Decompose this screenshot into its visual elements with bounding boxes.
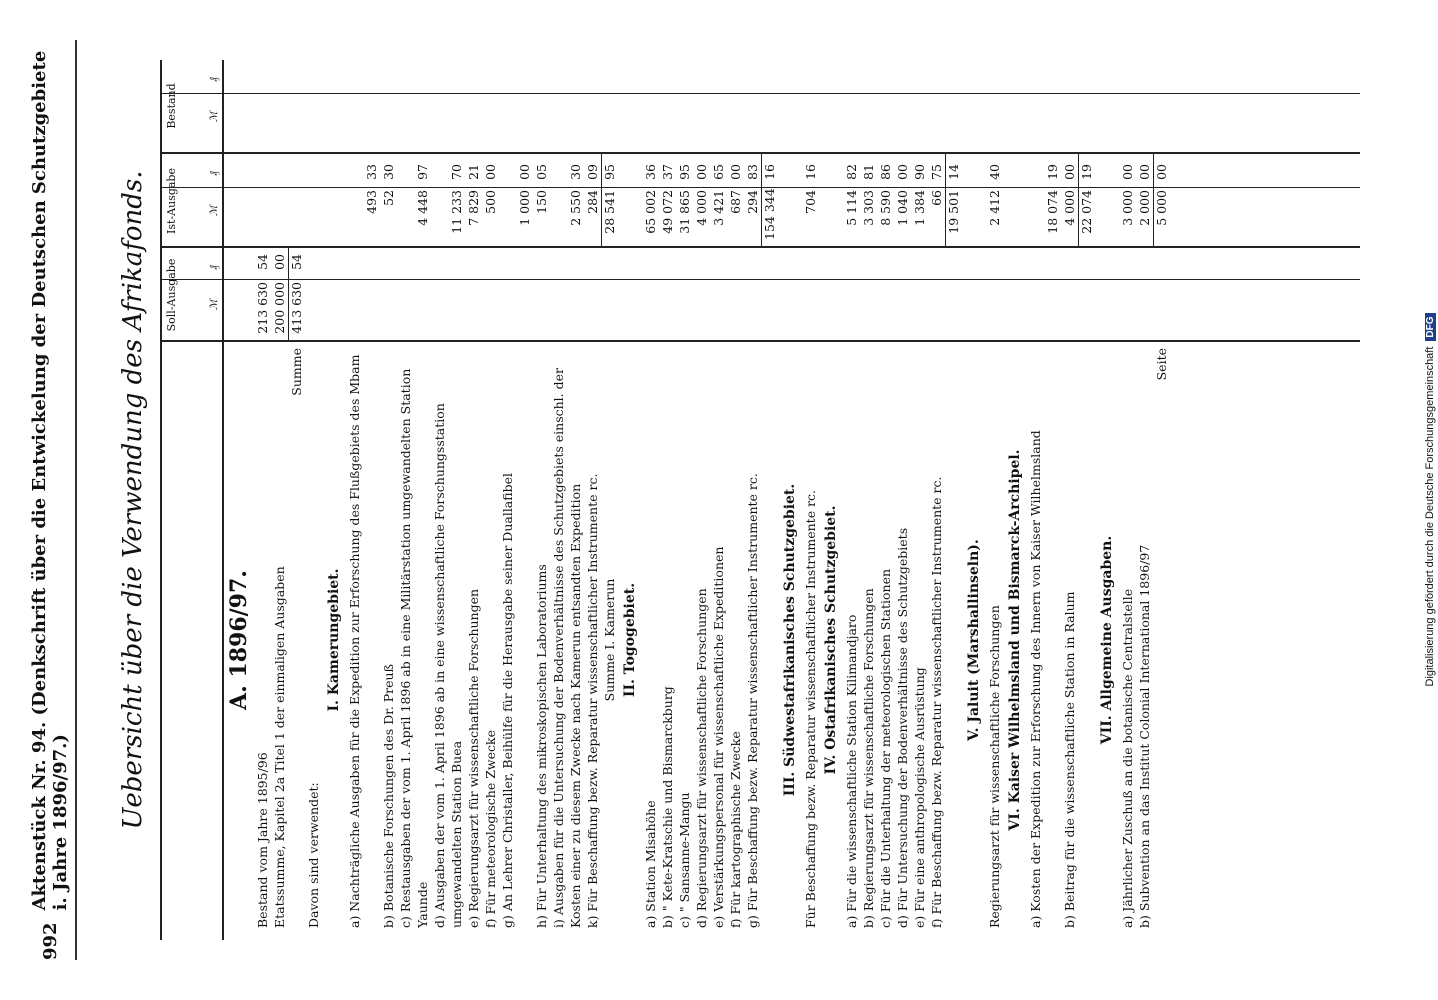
ist-mark-value: 5 114	[844, 190, 859, 226]
table-row	[642, 60, 659, 940]
ist-mark-value: 1 000	[517, 190, 532, 226]
table-row	[877, 60, 894, 940]
ist-mark-value: 150	[534, 190, 549, 214]
ist-mark-value: 500	[483, 190, 498, 214]
ist-mark-value: 687	[728, 190, 743, 214]
table-row	[761, 60, 778, 940]
ist-mark-value: 49 072	[660, 190, 675, 234]
table-row	[533, 60, 550, 940]
table-row	[1119, 60, 1136, 940]
bestand-header-label: Bestand	[165, 83, 178, 129]
header-rule	[75, 40, 77, 960]
row-description: Bestand vom Jahre 1895/96	[255, 752, 270, 928]
row-description: c) Restausgaben der vom 1. April 1896 ab in eine Militärstation umgewandelten Station Yaunde	[398, 368, 430, 928]
table-row	[1003, 60, 1027, 940]
page-number: 992	[39, 922, 61, 960]
ist-mark-value: 5 000	[1154, 190, 1169, 226]
row-description: f) Für Beschaffung bezw. Reparatur wissenschaftlicher Instrumente rc.	[929, 476, 944, 928]
table-row	[550, 60, 584, 940]
table-row	[1061, 60, 1078, 940]
ist-mark-value: 493	[364, 190, 379, 214]
ist-mark-value: 2 000	[1137, 190, 1152, 226]
row-description: Regierungsarzt für wissenschaftliche Forschungen	[987, 605, 1002, 928]
table-row	[962, 60, 986, 940]
row-description: e) Regierungsarzt für wissenschaftliche Forschungen	[466, 588, 481, 928]
row-description: e) Verstärkungspersonal für wissenschaftliche Expeditionen	[711, 546, 726, 928]
ist-mark-value: 2 550	[568, 190, 583, 226]
table-row	[1095, 60, 1119, 940]
ist-pf-value: 00	[1137, 164, 1152, 180]
bestand-pf-unit: ₰	[209, 77, 220, 82]
soll-header-label: Soll-Ausgabe	[165, 258, 178, 332]
table-row	[380, 60, 397, 940]
subsection-heading: II. Togogebiet.	[622, 582, 638, 698]
row-description: k) Für Beschaffung bezw. Reparatur wissenschaftlicher Instrumente rc.	[585, 473, 600, 928]
table-row	[465, 60, 482, 940]
row-description: g) Für Beschaffung bezw. Reparatur wissenschaftlicher Instrumente rc.	[745, 473, 760, 928]
row-description: Etatssumme, Kapitel 2a Titel 1 der einmaligen Ausgaben	[272, 566, 287, 928]
ist-mark-value: 3 000	[1120, 190, 1135, 226]
bestand-mark-unit: ℳ	[209, 111, 220, 122]
ist-pf-value: 00	[728, 164, 743, 180]
ist-mark-value: 1 384	[912, 190, 927, 226]
page-title: Uebersicht über die Verwendung des Afrikafonds.	[118, 170, 148, 830]
sum-rule	[601, 154, 602, 248]
soll-column-header	[162, 250, 222, 340]
table-row	[819, 60, 843, 940]
ist-pf-value: 00	[1120, 164, 1135, 180]
table-row	[986, 60, 1003, 940]
sum-label: Summe	[289, 348, 304, 396]
sum-rule	[1153, 154, 1154, 248]
ist-pf-value: 05	[534, 164, 549, 180]
table-row	[676, 60, 693, 940]
ist-mark-value: 19 501	[946, 190, 961, 234]
table-row	[744, 60, 761, 940]
ist-mark-value: 4 448	[415, 190, 430, 226]
row-description: f) Für kartographische Zwecke	[728, 731, 743, 928]
table-row	[860, 60, 877, 940]
row-description: b) " Kete-Kratschie und Bismarckburg	[660, 686, 675, 928]
ist-mark-value: 52	[381, 190, 396, 206]
ist-pf-value: 95	[677, 164, 692, 180]
ist-pf-value: 37	[660, 164, 675, 180]
sum-rule	[761, 154, 762, 248]
ist-mark-value: 2 412	[987, 190, 1002, 226]
ist-mark-value: 4 000	[694, 190, 709, 226]
table-row	[288, 60, 305, 940]
ist-pf-value: 90	[912, 164, 927, 180]
ist-pf-value: 95	[602, 164, 617, 180]
subsection-heading: III. Südwestafrikanisches Schutzgebiet.	[782, 483, 798, 797]
row-description: d) Für Untersuchung der Bodenverhältnisse des Schutzgebiets	[895, 527, 910, 928]
row-description: d) Regierungsarzt für wissenschaftliche Forschungen	[694, 588, 709, 928]
soll-pf-unit: ₰	[209, 265, 220, 270]
subsection-heading: I. Kamerungebiet.	[326, 568, 342, 712]
ist-pf-value: 16	[762, 164, 777, 180]
table-row	[802, 60, 819, 940]
table-row	[693, 60, 710, 940]
ist-pf-value: 00	[517, 164, 532, 180]
table-row	[584, 60, 601, 940]
ist-mark-value: 11 233	[449, 190, 464, 234]
ist-pf-value: 00	[1062, 164, 1077, 180]
table-row	[224, 60, 254, 940]
row-description: e) Für eine anthropologische Ausrüstung	[912, 667, 927, 928]
table-row	[271, 60, 288, 940]
ist-pf-value: 09	[585, 164, 600, 180]
row-description: d) Ausgaben der vom 1. April 1896 ab in eine wissenschaftliche Forschungsstation umgewandelten Station Buea	[432, 403, 464, 928]
row-description: b) Subvention an das Institut Colonial International 1896/97	[1137, 544, 1152, 928]
row-description: a) Für die wissenschaftliche Station Kilimandjaro	[844, 614, 859, 928]
table-row	[499, 60, 533, 940]
ist-mark-value: 22 074	[1079, 190, 1094, 234]
row-description: a) Kosten der Expedition zur Erforschung des Innern von Kaiser Wilhelmsland	[1028, 430, 1043, 928]
ist-mark-value: 4 000	[1062, 190, 1077, 226]
sum-rule	[945, 154, 946, 248]
ist-mark-value: 154 344	[762, 188, 777, 240]
table-row	[778, 60, 802, 940]
digitization-credit-text: Digitalisierung gefördert durch die Deutsche Forschungsgemeinschaft	[1424, 346, 1436, 687]
ist-header-label: Ist-Ausgabe	[165, 168, 178, 234]
ist-pf-value: 75	[929, 164, 944, 180]
sum-label: Seite	[1154, 348, 1169, 381]
row-description: f) Für meteorologische Zwecke	[483, 730, 498, 928]
row-description: a) Nachträgliche Ausgaben für die Expedition zur Erforschung des Flußgebiets des Mbam	[347, 354, 362, 928]
ist-mark-value: 31 865	[677, 190, 692, 234]
ist-mark-value: 28 541	[602, 190, 617, 234]
ist-mark-value: 3 303	[861, 190, 876, 226]
ist-column-header	[162, 156, 222, 246]
ist-mark-value: 8 590	[878, 190, 893, 226]
ist-mark-value: 294	[745, 190, 760, 214]
table-row	[1027, 60, 1061, 940]
row-description: Für Beschaffung bezw. Reparatur wissenschaftlicher Instrumente rc.	[803, 489, 818, 928]
soll-mark-unit: ℳ	[209, 299, 220, 310]
row-description: Davon sind verwendet:	[306, 782, 321, 928]
ist-pf-value: 21	[466, 164, 481, 180]
ist-pf-value: 97	[415, 164, 430, 180]
expense-table	[160, 60, 1360, 940]
ist-pf-value: 19	[1079, 164, 1094, 180]
table-row	[894, 60, 911, 940]
ist-pf-value: 19	[1045, 164, 1060, 180]
ist-mark-value: 284	[585, 190, 600, 214]
section-heading: A. 1896/97.	[226, 570, 252, 710]
ist-mark-value: 18 074	[1045, 190, 1060, 234]
row-description: g) An Lehrer Christaller, Beihülfe für die Herausgabe seiner Duallafibel	[500, 473, 515, 928]
subsection-heading: VI. Kaiser Wilhelmsland und Bismarck-Archipel.	[1007, 449, 1023, 831]
table-row	[945, 60, 962, 940]
ist-pf-value: 14	[946, 164, 961, 180]
ist-mark-value: 1 040	[895, 190, 910, 226]
soll-pf-value: 54	[255, 254, 270, 270]
table-row	[254, 60, 271, 940]
digitization-credit	[1422, 10, 1438, 990]
row-description: h) Für Unterhaltung des mikroskopischen Laboratoriums	[534, 564, 549, 928]
ist-pf-value: 36	[643, 164, 658, 180]
ist-mark-value: 3 421	[711, 190, 726, 226]
table-row	[710, 60, 727, 940]
table-row	[431, 60, 465, 940]
row-description: c) " Sansanne-Mangu	[677, 792, 692, 928]
dfg-logo: DFG	[1425, 313, 1436, 340]
ist-pf-value: 33	[364, 164, 379, 180]
ist-pf-value: 16	[803, 164, 818, 180]
ist-mark-value: 7 829	[466, 190, 481, 226]
table-row	[1078, 60, 1095, 940]
row-description: b) Botanische Forschungen des Dr. Preuß	[381, 664, 396, 928]
table-body	[224, 60, 1170, 940]
ist-pf-value: 00	[483, 164, 498, 180]
table-row	[601, 60, 618, 940]
ist-pf-value: 70	[449, 164, 464, 180]
ist-pf-value: 65	[711, 164, 726, 180]
subsection-heading: IV. Ostafrikanisches Schutzgebiet.	[823, 505, 839, 775]
table-header	[160, 60, 224, 940]
ist-pf-value: 00	[1154, 164, 1169, 180]
table-row	[1153, 60, 1170, 940]
ist-pf-value: 40	[987, 164, 1002, 180]
sum-label: Summe I. Kamerun	[602, 578, 617, 702]
table-row	[1136, 60, 1153, 940]
soll-mark-value: 213 630	[255, 282, 270, 334]
soll-pf-value: 54	[289, 254, 304, 270]
table-row	[911, 60, 928, 940]
running-head-text: Aktenstück Nr. 94. (Denkschrift über die Entwickelung der Deutschen Schutzgebiete i. Jahre 1896/97.)	[29, 50, 71, 911]
ist-mark-value: 704	[803, 190, 818, 214]
table-row	[727, 60, 744, 940]
soll-pf-value: 00	[272, 254, 287, 270]
subsection-heading: VII. Allgemeine Ausgaben.	[1099, 535, 1115, 745]
ist-pf-value: 86	[878, 164, 893, 180]
row-description: a) Station Misahöhe	[643, 800, 658, 928]
ist-pf-unit: ₰	[209, 171, 220, 176]
bestand-column-header	[162, 60, 222, 152]
ist-mark-unit: ℳ	[209, 205, 220, 216]
running-head	[30, 40, 70, 960]
row-description: c) Für die Unterhaltung der meteorologischen Stationen	[878, 568, 893, 928]
row-description: b) Regierungsarzt für wissenschaftliche Forschungen	[861, 588, 876, 928]
sum-rule	[288, 248, 289, 342]
ist-pf-value: 30	[381, 164, 396, 180]
ist-pf-value: 81	[861, 164, 876, 180]
table-row	[482, 60, 499, 940]
ist-mark-value: 66	[929, 190, 944, 206]
table-row	[618, 60, 642, 940]
table-row	[322, 60, 346, 940]
table-row	[397, 60, 431, 940]
row-description: i) Ausgaben für die Untersuchung der Bodenverhältnisse des Schutzgebiets einschl. der Kosten einer zu diesem Zwecke nach Kamerun entsandten Expedition	[551, 367, 583, 928]
ist-pf-value: 00	[895, 164, 910, 180]
table-row	[305, 60, 322, 940]
table-row	[346, 60, 380, 940]
soll-mark-value: 413 630	[289, 282, 304, 334]
ist-pf-value: 30	[568, 164, 583, 180]
ist-pf-value: 82	[844, 164, 859, 180]
row-description: b) Beitrag für die wissenschaftliche Station in Ralum	[1062, 591, 1077, 928]
row-description: a) Jährlicher Zuschuß an die botanische Centralstelle	[1120, 588, 1135, 928]
ist-mark-value: 65 002	[643, 190, 658, 234]
ist-pf-value: 83	[745, 164, 760, 180]
sum-rule	[1078, 154, 1079, 248]
table-row	[659, 60, 676, 940]
subsection-heading: V. Jaluit (Marshallinseln).	[966, 539, 982, 741]
soll-mark-value: 200 000	[272, 282, 287, 334]
table-row	[928, 60, 945, 940]
ist-pf-value: 00	[694, 164, 709, 180]
table-row	[843, 60, 860, 940]
